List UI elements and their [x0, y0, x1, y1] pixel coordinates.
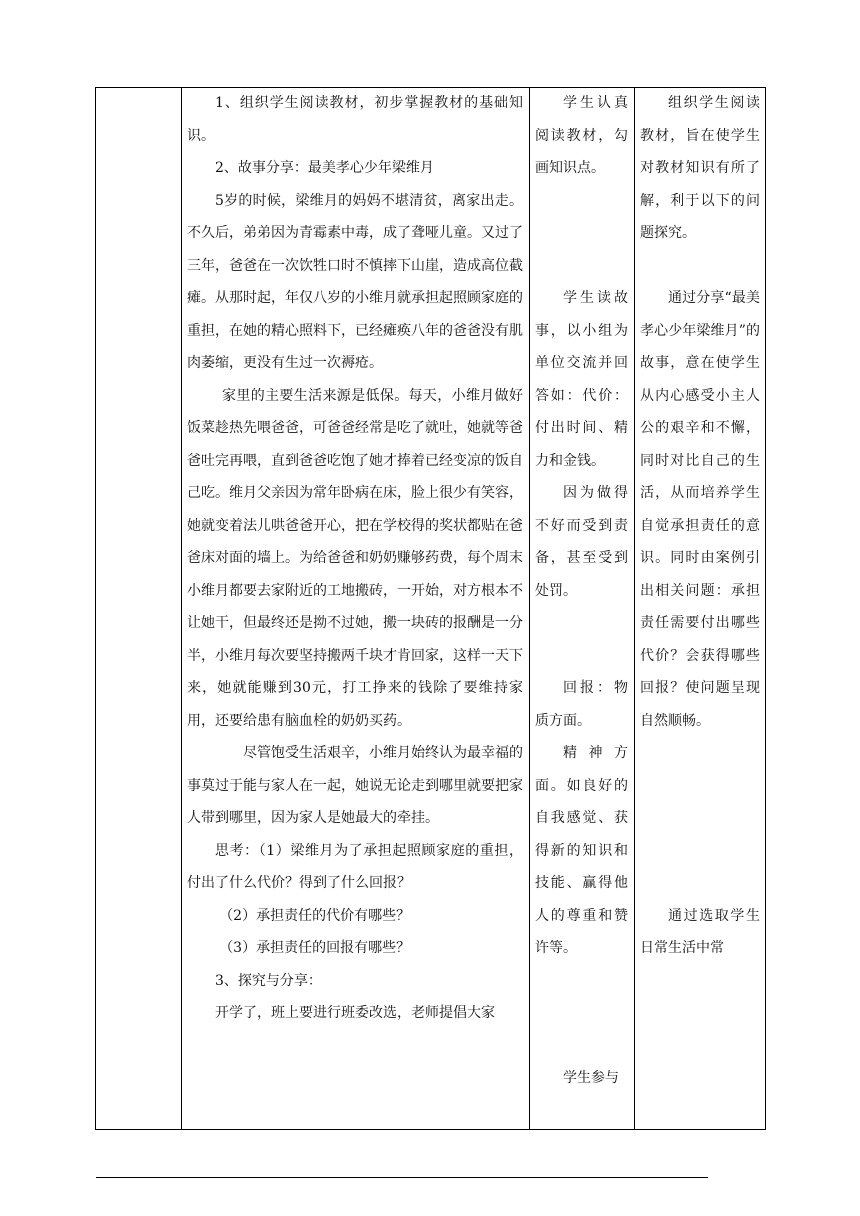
story-paragraph-1: 5岁的时候，梁维月的妈妈不堪清贫，离家出走。不久后，弟弟因为青霉素中毒，成了聋哑儿童。又过了三年，爸爸在一次饮牲口时不慎摔下山崖，造成高位截瘫。从那时起，年仅八岁的小维月就承担起照顾家庭的重担，在她的精心照料下，已经瘫痪八年的爸爸没有肌肉萎缩，更没有生过一次褥疮。 — [187, 192, 523, 371]
student-activity-4: 回报：物质方面。 — [535, 680, 628, 729]
table-bottom-border — [95, 1129, 765, 1130]
step-3-heading: 3、探究与分享： — [215, 972, 322, 989]
design-intent-2: 通过分享“最美孝心少年梁维月”的故事，意在使学生从内心感受小主人公的艰辛和不懈，同时对比自己的生活，从而培养学生自觉承担责任的意识。同时由案例引出相关问题：承担责任需要付出哪些代价？会获得哪些回报？使问题呈现自然顺畅。 — [640, 290, 760, 729]
design-intent-column — [640, 87, 760, 965]
question-3: （3）承担责任的回报有哪些？ — [219, 940, 411, 956]
student-activity-6: 学生参与 — [563, 1070, 619, 1086]
design-intent-3: 通过选取学生日常生活中常 — [640, 907, 760, 956]
student-activity-column — [535, 87, 628, 1095]
step-3-text: 开学了，班上要进行班委改选，老师提倡大家 — [215, 1005, 495, 1021]
student-activity-2: 学生读故事，以小组为单位交流并回答如：代价：付出时间、精力和金钱。 — [535, 290, 628, 469]
table-border-5 — [765, 87, 766, 1130]
table-border-4 — [634, 87, 635, 1130]
table-border-3 — [529, 87, 530, 1130]
story-paragraph-3: 尽管饱受生活艰辛，小维月始终认为最幸福的事莫过于能与家人在一起，她说无论走到哪里就要把家人带到哪里，因为家人是她最大的牵挂。 — [187, 745, 523, 826]
teaching-content-column — [187, 87, 523, 1030]
step-1-text: 1、组织学生阅读教材，初步掌握教材的基础知识。 — [187, 95, 523, 144]
design-intent-1: 组织学生阅读教材，旨在使学生对教材知识有所了解，利于以下的问题探究。 — [640, 95, 760, 241]
footer-rule — [96, 1177, 708, 1178]
question-1: 思考：（1）梁维月为了承担起照顾家庭的重担，付出了什么代价？得到了什么回报？ — [187, 842, 523, 891]
step-2-heading: 2、故事分享：最美孝心少年梁维月 — [215, 160, 434, 176]
table-border-2 — [181, 87, 182, 1130]
table-border-1 — [95, 87, 96, 1130]
student-activity-5: 精神方面。如良好的自我感觉、获得新的知识和技能、赢得他人的尊重和赞许等。 — [535, 745, 628, 956]
question-2: （2）承担责任的代价有哪些？ — [219, 907, 411, 924]
student-activity-3: 因为做得不好而受到责备，甚至受到处罚。 — [535, 485, 628, 599]
student-activity-1: 学生认真阅读教材，勾画知识点。 — [535, 95, 628, 176]
story-paragraph-2: 家里的主要生活来源是低保。每天，小维月做好饭菜趁热先喂爸爸，可爸爸经常是吃了就吐，她就等爸爸吐完再喂，直到爸爸吃饱了她才捧着已经变凉的饭自己吃。维月父亲因为常年卧病在床，脸上很少有笑容，她就变着法儿哄爸爸开心，把在学校得的奖状都贴在爸爸床对面的墙上。为给爸爸和奶奶赚够药费，每个周末小维月都要去家附近的工地搬砖，一开始，对方根本不让她干，但最终还是拗不过她，搬一块砖的报酬是一分半，小维月每次要坚持搬两千块才肯回家，这样一天下来，她就能赚到30元，打工挣来的钱除了要维持家用，还要给患有脑血栓的奶奶买药。 — [187, 387, 523, 729]
